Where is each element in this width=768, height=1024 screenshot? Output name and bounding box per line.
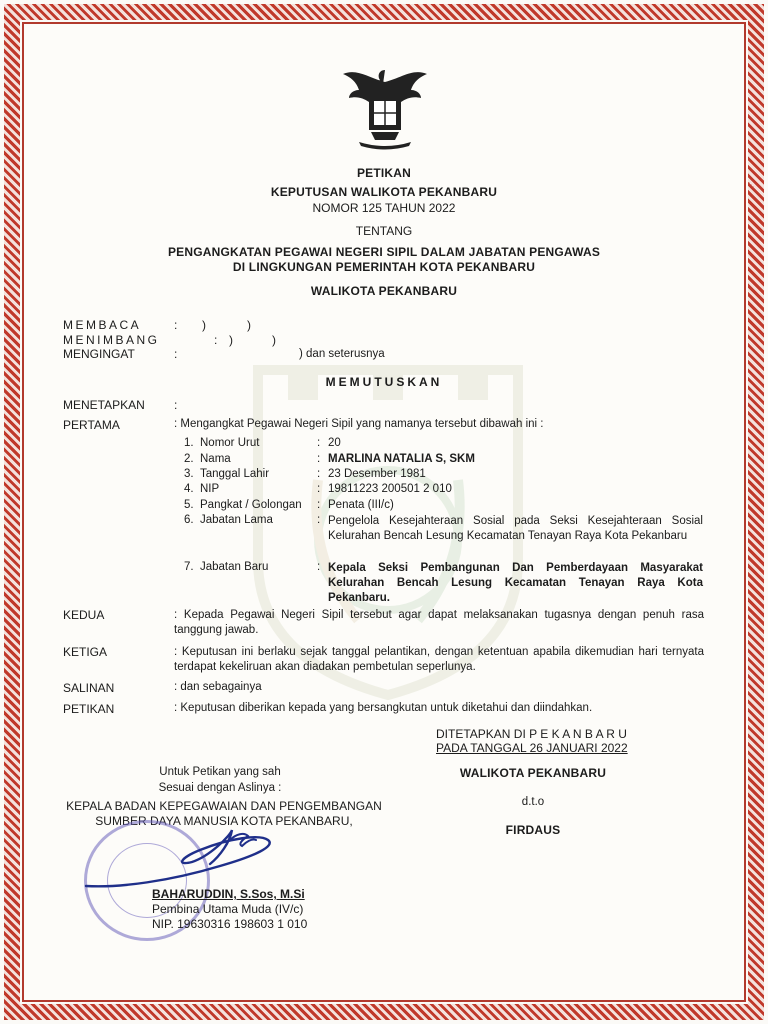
mayor-title: WALIKOTA PEKANBARU (459, 766, 607, 780)
item-value: 19811223 200501 2 010 (328, 483, 452, 495)
signer-nip: NIP. 19630316 198603 1 010 (152, 917, 308, 931)
agency-line-1: KEPALA BADAN KEPEGAWAIAN DAN PENGEMBANGAN (66, 799, 382, 813)
signer-rank: Pembina Utama Muda (IV/c) (152, 902, 304, 916)
ketiga-label: KETIGA (63, 645, 108, 659)
item-number: 5. (184, 499, 194, 511)
subject-line-2: DI LINGKUNGAN PEMERINTAH KOTA PEKANBARU (232, 260, 536, 274)
item-colon: : (317, 483, 321, 495)
item-number: 3. (184, 468, 194, 480)
menimbang-paren-1: ) (229, 333, 233, 347)
employee-name: MARLINA NATALIA S, SKM (328, 453, 475, 465)
new-position: Kepala Seksi Pembangunan Dan Pemberdayaan Masyarakat Kelurahan Bencah Lesung Kecamatan Tenayan Raya Kota Pekanbaru. (328, 562, 703, 604)
mengingat-colon: : (174, 347, 178, 361)
kedua-text: : Kepada Pegawai Negeri Sipil tersebut agar dapat melaksanakan tugasnya dengan penuh rasa tanggung jawab. (174, 609, 704, 636)
memutuskan-heading: MEMUTUSKAN (325, 375, 443, 389)
item-label: Tanggal Lahir (200, 468, 270, 480)
legalization-line-1: Untuk Petikan yang sah (159, 766, 281, 778)
membaca-label: MEMBACA (63, 318, 142, 332)
pertama-text: : Mengangkat Pegawai Negeri Sipil yang namanya tersebut dibawah ini : (174, 418, 544, 430)
item-colon: : (317, 499, 321, 511)
menimbang-paren-2: ) (272, 333, 276, 347)
membaca-paren-2: ) (247, 318, 251, 332)
garuda-emblem-icon (339, 60, 431, 150)
menimbang-label: MENIMBANG (63, 333, 160, 347)
item-number: 1. (184, 437, 194, 449)
salinan-label: SALINAN (63, 681, 115, 695)
item-number: 7. (184, 561, 194, 573)
item-label: Nama (200, 453, 231, 465)
menetapkan-label: MENETAPKAN (63, 398, 145, 412)
decree-number: NOMOR 125 TAHUN 2022 (312, 201, 456, 215)
old-position: Pengelola Kesejahteraan Sosial pada Seksi Kesejahteraan Sosial Kelurahan Bencah Lesung Kecamatan Tenayan Raya Kota Pekanbaru (328, 515, 703, 542)
subject-line-1: PENGANGKATAN PEGAWAI NEGERI SIPIL DALAM JABATAN PENGAWAS (167, 245, 601, 259)
item-label: Jabatan Baru (200, 561, 269, 573)
item-colon: : (317, 453, 321, 465)
document-title: PETIKAN (356, 166, 412, 180)
item-colon: : (317, 561, 321, 573)
issuer-heading: WALIKOTA PEKANBARU (310, 284, 458, 298)
agency-line-2: SUMBER DAYA MANUSIA KOTA PEKANBARU, (95, 814, 353, 828)
item-value: 23 Desember 1981 (328, 468, 426, 480)
legalization-line-2: Sesuai dengan Aslinya : (158, 782, 282, 794)
dto-label: d.t.o (521, 796, 545, 808)
item-colon: : (317, 514, 321, 526)
item-value: Penata (III/c) (328, 499, 394, 511)
item-label: Nomor Urut (200, 437, 260, 449)
signer-name: BAHARUDDIN, S.Sos, M.Si (152, 887, 305, 901)
tanggal-line: PADA TANGGAL 26 JANUARI 2022 (436, 741, 628, 755)
item-number: 2. (184, 453, 194, 465)
item-label: NIP (200, 483, 220, 495)
membaca-colon: : (174, 318, 178, 332)
pertama-label: PERTAMA (63, 418, 120, 432)
salinan-text: : dan sebagainya (174, 681, 262, 693)
petikan-text: : Keputusan diberikan kepada yang bersangkutan untuk diketahui dan diindahkan. (174, 702, 593, 714)
item-number: 4. (184, 483, 194, 495)
menetapkan-colon: : (174, 398, 178, 412)
mengingat-label: MENGINGAT (63, 347, 135, 361)
petikan-label: PETIKAN (63, 702, 115, 716)
item-value: 20 (328, 437, 341, 449)
dan-seterusnya: ) dan seterusnya (299, 348, 385, 360)
kedua-label: KEDUA (63, 608, 105, 622)
item-colon: : (317, 437, 321, 449)
item-colon: : (317, 468, 321, 480)
item-number: 6. (184, 514, 194, 526)
about-label: TENTANG (355, 224, 413, 238)
ditetapkan-line: DITETAPKAN DI P E K A N B A R U (436, 727, 627, 741)
membaca-paren-1: ) (202, 318, 206, 332)
item-label: Jabatan Lama (200, 514, 273, 526)
ketiga-text: : Keputusan ini berlaku sejak tanggal pelantikan, dengan ketentuan apabila dikemudian hari ternyata terdapat kekeliruan akan diadakan pembetulan seperlunya. (174, 646, 704, 673)
menimbang-colon: : (214, 333, 218, 347)
mayor-name: FIRDAUS (505, 823, 561, 837)
item-label: Pangkat / Golongan (200, 499, 302, 511)
decree-title: KEPUTUSAN WALIKOTA PEKANBARU (270, 185, 498, 199)
